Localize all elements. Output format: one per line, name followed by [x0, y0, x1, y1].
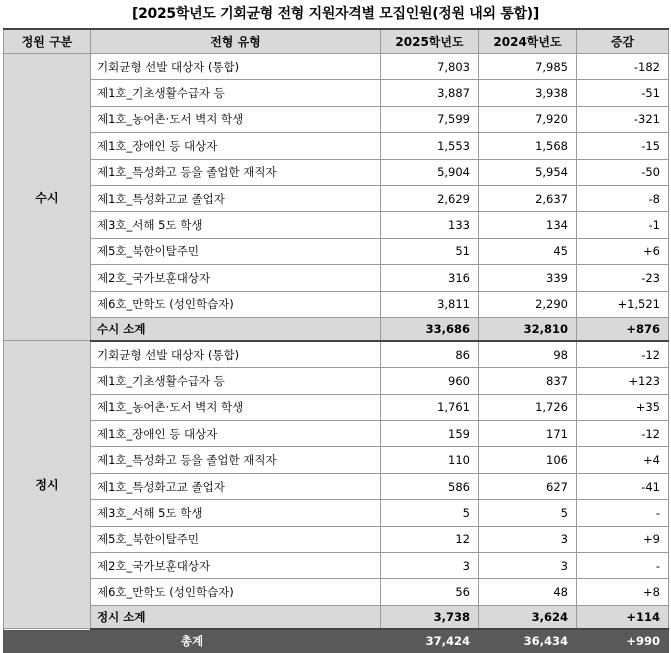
value-2025-cell: 1,553	[381, 133, 479, 159]
table-row	[4, 133, 669, 159]
value-2024-cell: 627	[479, 473, 577, 499]
type-cell: 제1호_특성화고 등을 졸업한 재직자	[91, 447, 381, 473]
subtotal-row	[4, 317, 669, 341]
header-2024: 2024학년도	[479, 29, 577, 54]
value-2025-cell: 316	[381, 265, 479, 291]
change-cell: -23	[577, 265, 669, 291]
table-row	[4, 291, 669, 317]
subtotal-change: +876	[577, 317, 669, 341]
value-2024-cell: 7,920	[479, 106, 577, 132]
value-2024-cell: 339	[479, 265, 577, 291]
change-cell: -50	[577, 159, 669, 185]
table-row	[4, 526, 669, 552]
table-row	[4, 341, 669, 368]
change-cell: -41	[577, 473, 669, 499]
value-2024-cell: 5	[479, 500, 577, 526]
value-2024-cell: 98	[479, 341, 577, 368]
table-row	[4, 553, 669, 579]
value-2025-cell: 86	[381, 341, 479, 368]
table-row	[4, 368, 669, 394]
table-row	[4, 159, 669, 185]
value-2025-cell: 586	[381, 473, 479, 499]
value-2024-cell: 134	[479, 212, 577, 238]
type-cell: 제3호_서해 5도 학생	[91, 212, 381, 238]
table-body	[4, 54, 669, 629]
type-cell: 제1호_기초생활수급자 등	[91, 80, 381, 106]
type-cell: 제6호_만학도 (성인학습자)	[91, 579, 381, 605]
change-cell: -321	[577, 106, 669, 132]
table-row	[4, 265, 669, 291]
subtotal-2024: 32,810	[479, 317, 577, 341]
table-row	[4, 579, 669, 605]
value-2024-cell: 171	[479, 421, 577, 447]
type-cell: 제2호_국가보훈대상자	[91, 265, 381, 291]
type-cell: 제6호_만학도 (성인학습자)	[91, 291, 381, 317]
change-cell: -	[577, 500, 669, 526]
subtotal-row	[4, 605, 669, 629]
value-2024-cell: 2,637	[479, 185, 577, 211]
value-2024-cell: 837	[479, 368, 577, 394]
table-row	[4, 185, 669, 211]
value-2024-cell: 45	[479, 238, 577, 264]
subtotal-2024: 3,624	[479, 605, 577, 629]
type-cell: 제5호_북한이탈주민	[91, 526, 381, 552]
subtotal-2025: 33,686	[381, 317, 479, 341]
table-row	[4, 421, 669, 447]
type-cell: 기회균형 선발 대상자 (통합)	[91, 341, 381, 368]
value-2024-cell: 106	[479, 447, 577, 473]
change-cell: +8	[577, 579, 669, 605]
header-row	[4, 29, 669, 54]
header-change: 증감	[577, 29, 669, 54]
table-row	[4, 80, 669, 106]
value-2025-cell: 110	[381, 447, 479, 473]
change-cell: +35	[577, 394, 669, 420]
type-cell: 기회균형 선발 대상자 (통합)	[91, 54, 381, 80]
header-2025: 2025학년도	[381, 29, 479, 54]
value-2025-cell: 3	[381, 553, 479, 579]
value-2024-cell: 1,726	[479, 394, 577, 420]
table-row	[4, 394, 669, 420]
change-cell: +123	[577, 368, 669, 394]
value-2025-cell: 7,599	[381, 106, 479, 132]
value-2025-cell: 5	[381, 500, 479, 526]
type-cell: 제1호_장애인 등 대상자	[91, 421, 381, 447]
subtotal-change: +114	[577, 605, 669, 629]
value-2024-cell: 2,290	[479, 291, 577, 317]
type-cell: 제1호_기초생활수급자 등	[91, 368, 381, 394]
table-row	[4, 473, 669, 499]
total-2024: 36,434	[479, 629, 577, 653]
change-cell: +1,521	[577, 291, 669, 317]
value-2025-cell: 3,887	[381, 80, 479, 106]
header-category: 정원 구분	[4, 29, 91, 54]
value-2025-cell: 133	[381, 212, 479, 238]
type-cell: 제1호_특성화고교 졸업자	[91, 185, 381, 211]
type-cell: 제1호_장애인 등 대상자	[91, 133, 381, 159]
header-type: 전형 유형	[91, 29, 381, 54]
subtotal-label: 수시 소계	[91, 317, 381, 341]
type-cell: 제1호_농어촌·도서 벽지 학생	[91, 394, 381, 420]
total-label: 총계	[4, 629, 381, 653]
change-cell: +6	[577, 238, 669, 264]
value-2025-cell: 12	[381, 526, 479, 552]
category-cell: 수시	[4, 54, 91, 341]
type-cell: 제1호_농어촌·도서 벽지 학생	[91, 106, 381, 132]
value-2024-cell: 3	[479, 526, 577, 552]
type-cell: 제3호_서해 5도 학생	[91, 500, 381, 526]
total-2025: 37,424	[381, 629, 479, 653]
value-2025-cell: 56	[381, 579, 479, 605]
value-2025-cell: 960	[381, 368, 479, 394]
change-cell: +4	[577, 447, 669, 473]
value-2024-cell: 7,985	[479, 54, 577, 80]
table-row	[4, 212, 669, 238]
change-cell: +9	[577, 526, 669, 552]
value-2025-cell: 3,811	[381, 291, 479, 317]
table-row	[4, 54, 669, 80]
type-cell: 제1호_특성화고 등을 졸업한 재직자	[91, 159, 381, 185]
table-row	[4, 500, 669, 526]
value-2025-cell: 159	[381, 421, 479, 447]
value-2024-cell: 3	[479, 553, 577, 579]
recruitment-table	[3, 28, 669, 653]
change-cell: -182	[577, 54, 669, 80]
change-cell: -15	[577, 133, 669, 159]
value-2024-cell: 1,568	[479, 133, 577, 159]
type-cell: 제1호_특성화고교 졸업자	[91, 473, 381, 499]
change-cell: -8	[577, 185, 669, 211]
value-2025-cell: 7,803	[381, 54, 479, 80]
change-cell: -12	[577, 421, 669, 447]
value-2025-cell: 2,629	[381, 185, 479, 211]
table-row	[4, 238, 669, 264]
subtotal-label: 정시 소계	[91, 605, 381, 629]
value-2025-cell: 5,904	[381, 159, 479, 185]
change-cell: -1	[577, 212, 669, 238]
value-2024-cell: 3,938	[479, 80, 577, 106]
table-row	[4, 106, 669, 132]
change-cell: -	[577, 553, 669, 579]
value-2025-cell: 1,761	[381, 394, 479, 420]
table-row	[4, 447, 669, 473]
category-cell: 정시	[4, 341, 91, 629]
value-2024-cell: 5,954	[479, 159, 577, 185]
table-title: [2025학년도 기회균형 전형 지원자격별 모집인원(정원 내외 통합)]	[132, 6, 539, 22]
total-change: +990	[577, 629, 669, 653]
type-cell: 제2호_국가보훈대상자	[91, 553, 381, 579]
total-row	[4, 629, 669, 653]
change-cell: -12	[577, 341, 669, 368]
value-2024-cell: 48	[479, 579, 577, 605]
change-cell: -51	[577, 80, 669, 106]
value-2025-cell: 51	[381, 238, 479, 264]
type-cell: 제5호_북한이탈주민	[91, 238, 381, 264]
subtotal-2025: 3,738	[381, 605, 479, 629]
